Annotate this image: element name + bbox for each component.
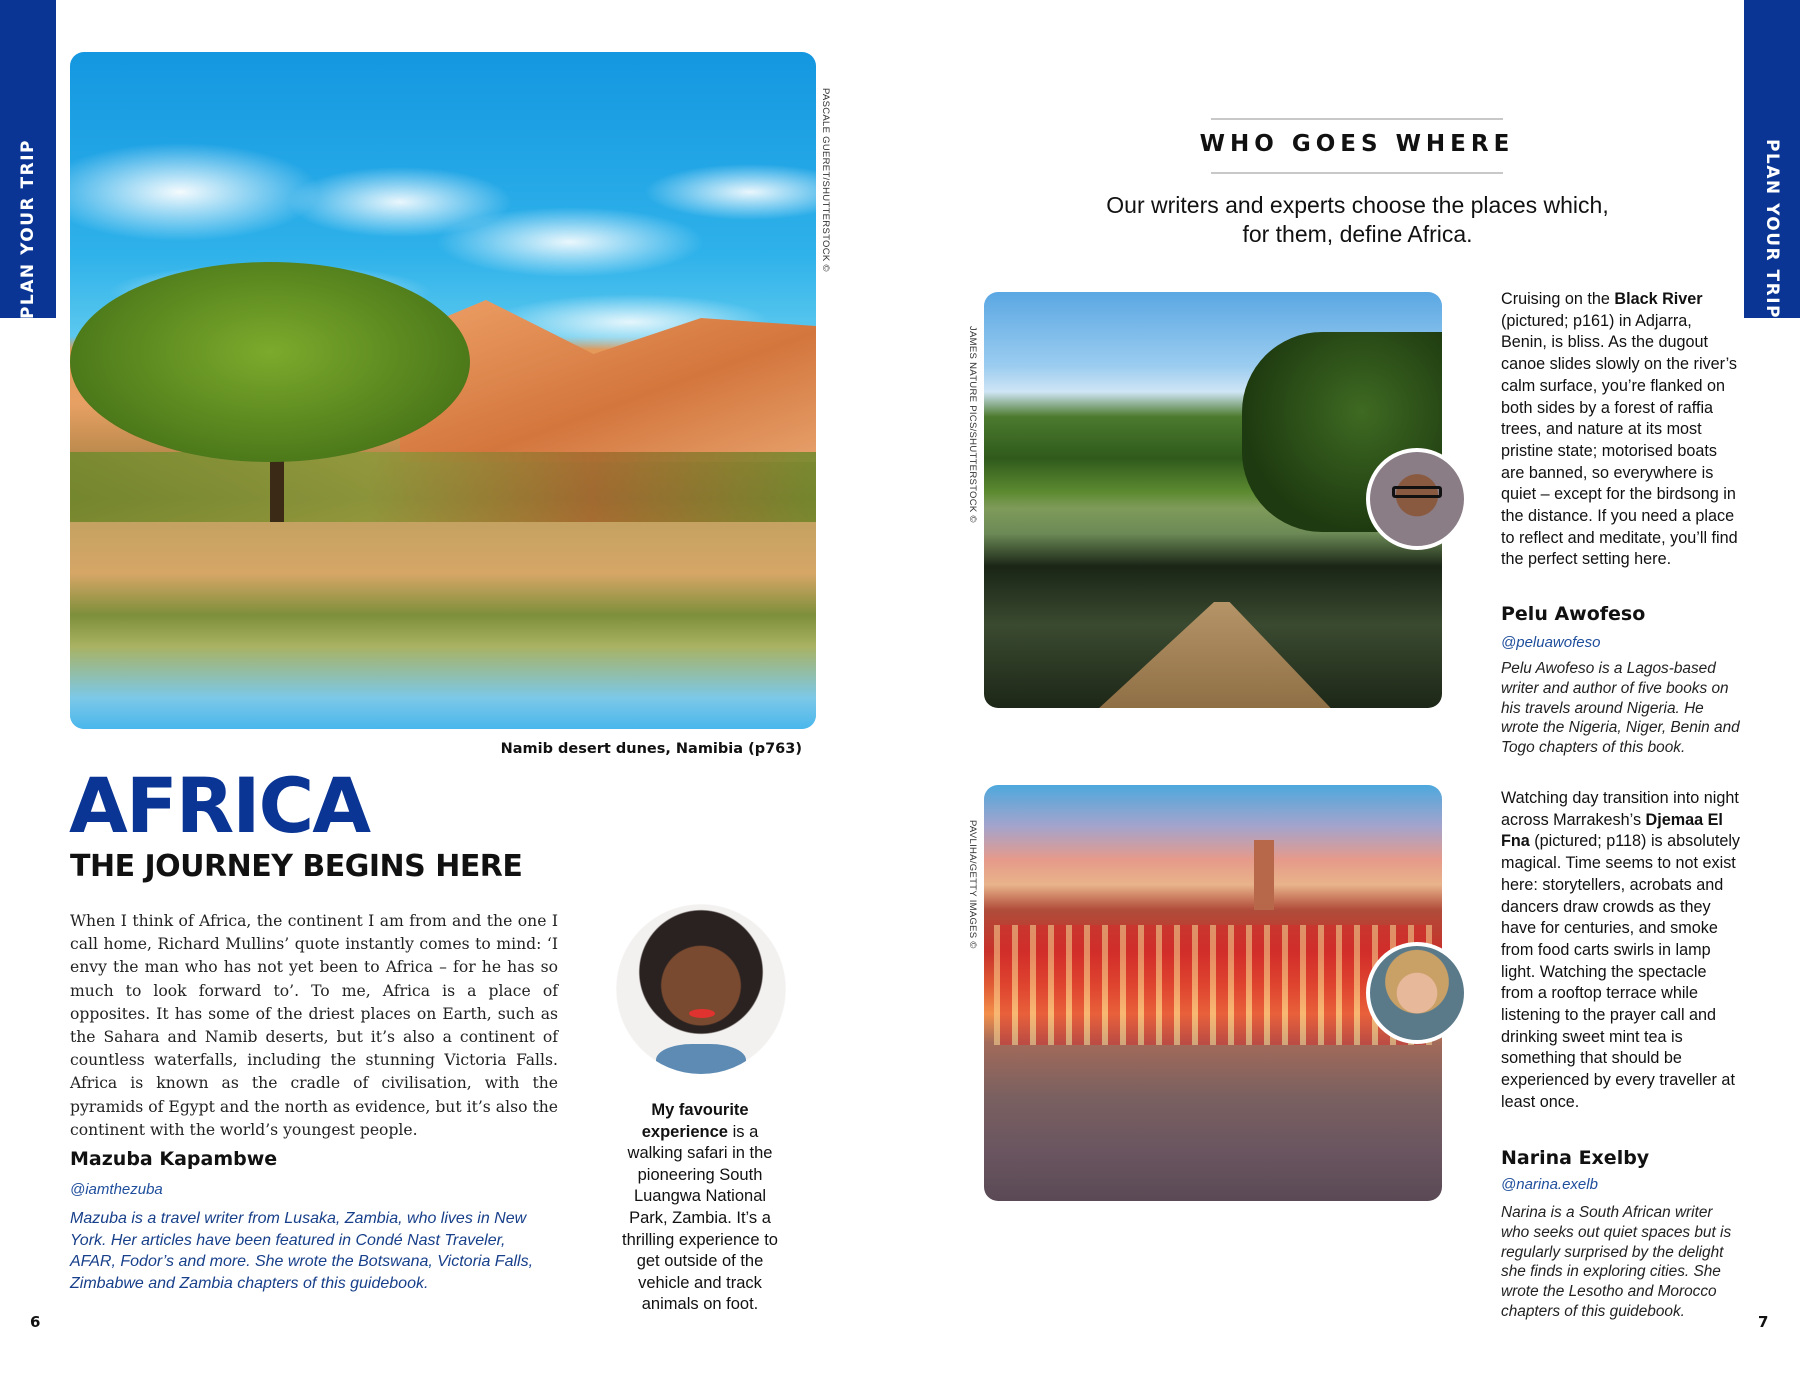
page-number-right: 7 bbox=[1758, 1313, 1769, 1331]
author-handle-link[interactable]: @iamthezuba bbox=[70, 1181, 163, 1198]
author-bio: Mazuba is a travel writer from Lusaka, Zambia, who lives in New York. Her articles have been featured in Condé Nast Traveler, AFAR, Fodor’s and more. She wrote the Botswana, Victoria Falls, Zimbabwe and Zambia chapters of this guidebook. bbox=[70, 1210, 534, 1292]
place-name: Black River bbox=[1614, 290, 1703, 308]
avatar-pelu bbox=[1366, 448, 1468, 550]
page-subtitle: THE JOURNEY BEGINS HERE bbox=[70, 849, 523, 884]
author-name: Narina Exelby bbox=[1501, 1147, 1650, 1169]
section-tab-label: PLAN YOUR TRIP bbox=[18, 138, 39, 320]
place-name: Djemaa El Fna bbox=[1501, 810, 1723, 851]
entry-text-part: (pictured; p161) in Adjarra, Benin, is bliss. As the dugout canoe slides slowly on the river’s calm surface, you’re flanked on both sides by a forest of raffia trees, and nature at its most pristine state; motorised boats are banned, so everywhere is quiet – except for the birdsong in the distance. If you need a place to reflect and meditate, you’ll find the perfect setting here. bbox=[1501, 311, 1738, 569]
avatar-shirt-shape bbox=[656, 1044, 746, 1074]
page-title: AFRICA bbox=[69, 761, 370, 850]
hero-caption: Namib desert dunes, Namibia (p763) bbox=[500, 741, 802, 757]
section-heading: WHO GOES WHERE bbox=[1199, 131, 1515, 157]
photo-credit-hero: PASCALE GUERET/SHUTTERSTOCK © bbox=[820, 88, 831, 272]
favourite-experience bbox=[615, 1100, 785, 1316]
avatar-narina bbox=[1366, 942, 1468, 1044]
author-bio: Pelu Awofeso is a Lagos-based writer and author of five books on his travels around Nigeria. He wrote the Nigeria, Niger, Benin and Togo chapters of this book. bbox=[1501, 660, 1740, 757]
water-reflection-shape bbox=[70, 522, 816, 729]
author-name: Mazuba Kapambwe bbox=[70, 1148, 278, 1170]
page-number-left: 6 bbox=[30, 1313, 41, 1331]
section-intro: Our writers and experts choose the places which, for them, define Africa. bbox=[1106, 192, 1609, 247]
minaret-shape bbox=[1254, 840, 1274, 910]
favourite-text: is a walking safari in the pioneering South Luangwa National Park, Zambia. It’s a thrilling experience to get outside of the vehicle and track animals on foot. bbox=[622, 1122, 778, 1314]
author-handle-link[interactable]: @narina.exelb bbox=[1501, 1176, 1598, 1193]
author-handle-link[interactable]: @peluawofeso bbox=[1501, 634, 1601, 651]
entry-text-black-river bbox=[1501, 289, 1741, 571]
heading-rule-top bbox=[1211, 118, 1503, 120]
photo-credit-marrakesh: PAVLIHA/GETTY IMAGES © bbox=[967, 820, 978, 949]
entry-text-part: (pictured; p118) is absolutely magical. Time seems to not exist here: storytellers, acrobats and dancers draw crowds as they have for centuries, and smoke from food carts swirls in lamp light. Watching the spectacle from a rooftop terrace while listening to the prayer call and drinking sweet mint tea is something that should be experienced by every traveller at least once. bbox=[1501, 832, 1741, 1111]
section-tab-label: PLAN YOUR TRIP bbox=[1762, 138, 1783, 320]
favourite-lead: My favourite experience bbox=[641, 1101, 749, 1141]
intro-body-text: When I think of Africa, the continent I am from and the one I call home, Richard Mullins’ quote instantly comes to mind: ‘I envy the man who has not yet been to Africa – for he has so much to look forward to’. To me, Africa is a place of opposites. It has some of the driest places on Earth, such as the Sahara and Namib deserts, but it’s also a continent of countless waterfalls, including the stunning Victoria Falls. Africa is known as the cradle of civilisation, with the pyramids of Egypt and the north as evidence, but it’s also the continent with the world’s youngest people. bbox=[70, 912, 558, 1139]
section-tab-left bbox=[0, 0, 56, 318]
avatar-mazuba bbox=[616, 904, 786, 1074]
avatar-lips-shape bbox=[689, 1009, 715, 1018]
author-bio: Narina is a South African writer who seeks out quiet spaces but is regularly surprised by the delight she finds in exploring cities. She wrote the Lesotho and Morocco chapters of this guidebook. bbox=[1501, 1204, 1732, 1320]
bushes-shape bbox=[70, 452, 816, 532]
entry-text-part: Cruising on the bbox=[1501, 290, 1615, 308]
canoe-shape bbox=[1084, 602, 1344, 708]
photo-credit-river: JAMES NATURE PICS/SHUTTERSTOCK © bbox=[967, 326, 978, 523]
section-tab-right bbox=[1744, 0, 1800, 318]
heading-rule-bottom bbox=[1211, 172, 1503, 174]
hero-photo-namib bbox=[70, 52, 816, 729]
avatar-glasses-shape bbox=[1392, 486, 1442, 498]
author-name: Pelu Awofeso bbox=[1501, 603, 1646, 625]
entry-text-part: Watching day transition into night across Marrakesh’s bbox=[1501, 789, 1739, 829]
entry-text-djemaa bbox=[1501, 788, 1741, 1114]
tree-shape bbox=[70, 262, 470, 462]
